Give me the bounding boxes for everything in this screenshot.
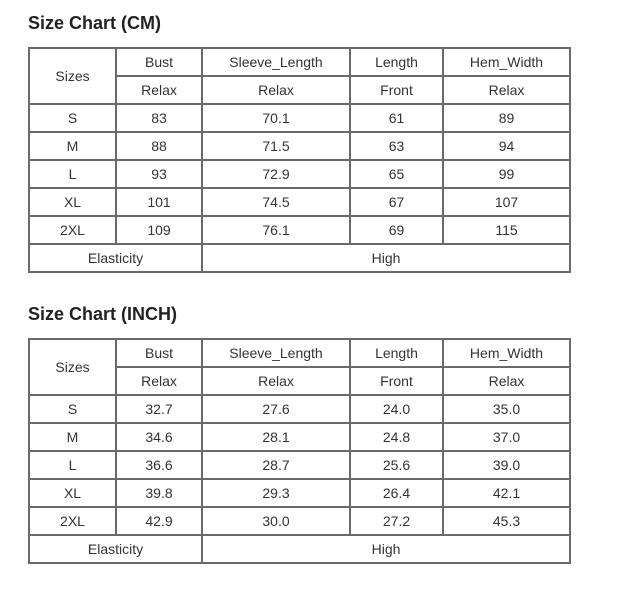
sleeve-length-cell: 71.5 [202, 132, 350, 160]
bust-cell: 42.9 [116, 507, 202, 535]
size-cell: L [29, 451, 116, 479]
sleeve-length-cell: 72.9 [202, 160, 350, 188]
table-row [29, 451, 570, 479]
length-subheader-cell: Front [350, 76, 443, 104]
bust-cell: 39.8 [116, 479, 202, 507]
bust-cell: 32.7 [116, 395, 202, 423]
length-cell: 24.8 [350, 423, 443, 451]
sleeve-length-subheader-cell: Relax [202, 76, 350, 104]
sleeve-length-cell: 28.1 [202, 423, 350, 451]
hem-width-cell: 99 [443, 160, 570, 188]
hem-width-cell: 107 [443, 188, 570, 216]
hem-width-cell: 39.0 [443, 451, 570, 479]
sleeve-length-cell: 29.3 [202, 479, 350, 507]
size-cell: 2XL [29, 507, 116, 535]
hem-width-header-cell: Hem_Width [443, 48, 570, 76]
bust-header-cell: Bust [116, 48, 202, 76]
size-cell: M [29, 423, 116, 451]
hem-width-cell: 45.3 [443, 507, 570, 535]
size-chart-inch-title: Size Chart (INCH) [28, 304, 178, 324]
length-cell: 61 [350, 104, 443, 132]
sleeve-length-cell: 30.0 [202, 507, 350, 535]
elasticity-row [29, 244, 570, 272]
table-row [29, 188, 570, 216]
size-chart-cm-title: Size Chart (CM) [28, 13, 162, 33]
table-row [29, 507, 570, 535]
bust-cell: 101 [116, 188, 202, 216]
sizes-header-cell: Sizes [29, 339, 116, 395]
sleeve-length-cell: 28.7 [202, 451, 350, 479]
sleeve-length-header-cell: Sleeve_Length [202, 339, 350, 367]
length-header-cell: Length [350, 339, 443, 367]
sleeve-length-cell: 70.1 [202, 104, 350, 132]
sleeve-length-cell: 27.6 [202, 395, 350, 423]
size-chart-cm-table [28, 47, 571, 273]
hem-width-header-cell: Hem_Width [443, 339, 570, 367]
length-cell: 27.2 [350, 507, 443, 535]
bust-cell: 109 [116, 216, 202, 244]
size-cell: XL [29, 479, 116, 507]
length-subheader-cell: Front [350, 367, 443, 395]
size-cell: L [29, 160, 116, 188]
sizes-header-cell: Sizes [29, 48, 116, 104]
size-cell: S [29, 395, 116, 423]
table-row [29, 423, 570, 451]
elasticity-row [29, 535, 570, 563]
sleeve-length-cell: 74.5 [202, 188, 350, 216]
bust-cell: 34.6 [116, 423, 202, 451]
hem-width-cell: 115 [443, 216, 570, 244]
bust-subheader-cell: Relax [116, 76, 202, 104]
length-cell: 65 [350, 160, 443, 188]
bust-cell: 93 [116, 160, 202, 188]
elasticity-value-cell: High [202, 535, 570, 563]
hem-width-cell: 89 [443, 104, 570, 132]
sleeve-length-cell: 76.1 [202, 216, 350, 244]
length-cell: 67 [350, 188, 443, 216]
elasticity-value-cell: High [202, 244, 570, 272]
table-row [29, 104, 570, 132]
hem-width-cell: 35.0 [443, 395, 570, 423]
length-header-cell: Length [350, 48, 443, 76]
header-row [29, 339, 570, 367]
table-row [29, 395, 570, 423]
table-row [29, 216, 570, 244]
table-row [29, 132, 570, 160]
table-row [29, 479, 570, 507]
table-row [29, 160, 570, 188]
bust-header-cell: Bust [116, 339, 202, 367]
length-cell: 26.4 [350, 479, 443, 507]
header-row [29, 48, 570, 76]
hem-width-cell: 94 [443, 132, 570, 160]
bust-subheader-cell: Relax [116, 367, 202, 395]
length-cell: 63 [350, 132, 443, 160]
hem-width-cell: 42.1 [443, 479, 570, 507]
length-cell: 69 [350, 216, 443, 244]
length-cell: 24.0 [350, 395, 443, 423]
bust-cell: 88 [116, 132, 202, 160]
sleeve-length-header-cell: Sleeve_Length [202, 48, 350, 76]
size-cell: S [29, 104, 116, 132]
bust-cell: 36.6 [116, 451, 202, 479]
size-cell: XL [29, 188, 116, 216]
size-cell: M [29, 132, 116, 160]
hem-width-cell: 37.0 [443, 423, 570, 451]
sleeve-length-subheader-cell: Relax [202, 367, 350, 395]
size-chart-inch-table [28, 338, 571, 564]
hem-width-subheader-cell: Relax [443, 76, 570, 104]
elasticity-label-cell: Elasticity [29, 535, 202, 563]
size-cell: 2XL [29, 216, 116, 244]
hem-width-subheader-cell: Relax [443, 367, 570, 395]
elasticity-label-cell: Elasticity [29, 244, 202, 272]
bust-cell: 83 [116, 104, 202, 132]
length-cell: 25.6 [350, 451, 443, 479]
